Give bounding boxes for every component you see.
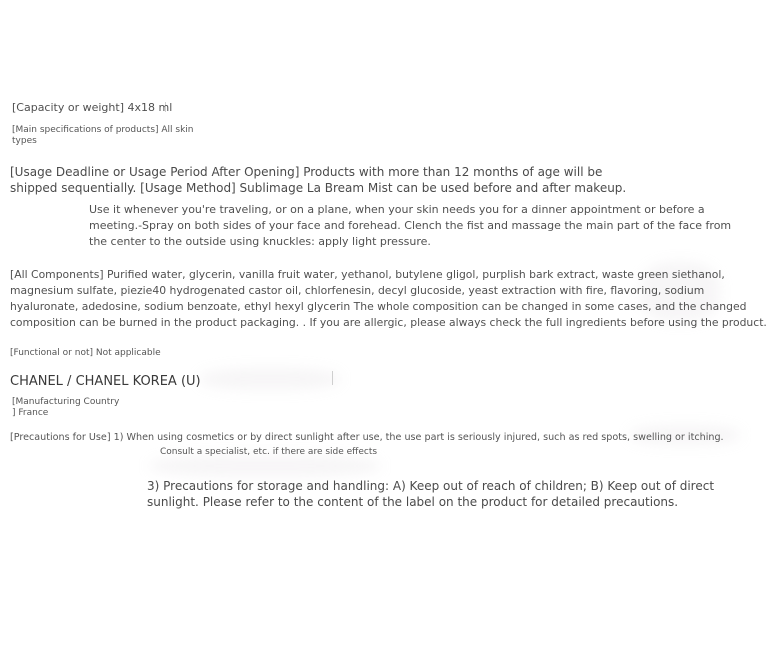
usage-method-line: meeting.-Spray on both sides of your face and forehead. Clench the fist and massage the main part of the face from [89, 219, 732, 232]
usage-method-line: Use it whenever you're traveling, or on a plane, when your skin needs you for a dinner appointment or before a [89, 203, 705, 216]
usage-deadline [10, 164, 626, 196]
main-specs [12, 125, 194, 147]
storage-line: 3) Precautions for storage and handling: A) Keep out of reach of children; B) Keep out of direct [147, 479, 715, 493]
usage-deadline-line: [Usage Deadline or Usage Period After Opening] Products with more than 12 months of age will be [10, 165, 603, 179]
components-line: composition can be burned in the product packaging. . If you are allergic, please always check the full ingredients before using the product. [10, 316, 767, 329]
capacity-line: [Capacity or weight] 4x18 ml [12, 101, 173, 114]
scan-smudge [200, 368, 340, 390]
storage-line: sunlight. Please refer to the content of the label on the product for detailed precautions. [147, 495, 679, 509]
functional-line: [Functional or not] Not applicable [10, 348, 161, 358]
manufacturer: CHANEL / CHANEL KOREA (U) [10, 374, 201, 389]
usage-method [89, 202, 731, 250]
components-line: magnesium sulfate, piezie40 hydrogenated castor oil, chlorfenesin, decyl glucoside, yeast extraction with fire, flavoring, sodium [10, 284, 705, 297]
all-components [10, 267, 767, 331]
main-specs-line: [Main specifications of products] All skin [12, 125, 194, 135]
divider-mark [332, 371, 333, 385]
usage-deadline-line: shipped sequentially. [Usage Method] Sublimage La Bream Mist can be used before and after makeup. [10, 181, 627, 195]
storage-precautions [147, 478, 714, 510]
manufacturing-country [12, 397, 119, 419]
components-line: [All Components] Purified water, glycerin, vanilla fruit water, yethanol, butylene gligol, purplish bark extract, waste green siethanol, [10, 268, 725, 281]
components-line: hyaluronate, adedosine, sodium benzoate, ethyl hexyl glycerin The whole composition can be changed in some cases, and the changed [10, 300, 747, 313]
country-line: [Manufacturing Country [12, 397, 120, 407]
usage-method-line: the center to the outside using knuckles: apply light pressure. [89, 235, 431, 248]
main-specs-line: types [12, 136, 37, 146]
country-line: ] France [12, 408, 49, 418]
scan-smudge [150, 455, 380, 477]
consult-line: Consult a specialist, etc. if there are side effects [160, 447, 378, 457]
precautions-line: [Precautions for Use] 1) When using cosmetics or by direct sunlight after use, the use part is seriously injured, such as red spots, swelling or itching. [10, 432, 724, 443]
